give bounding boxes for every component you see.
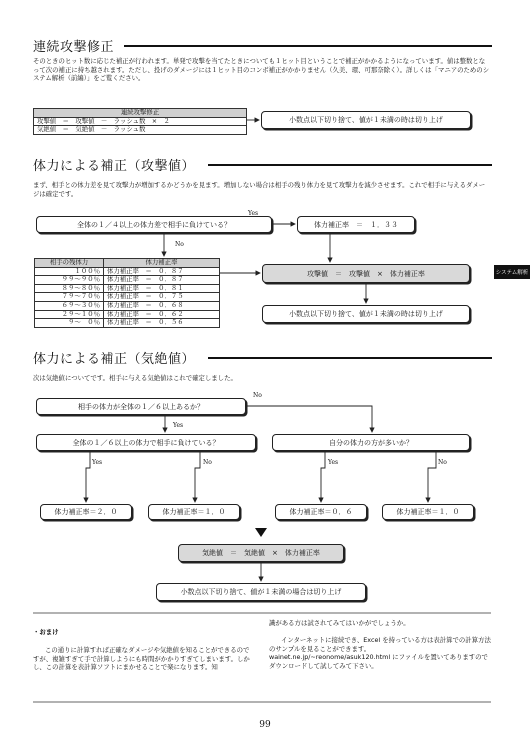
stun-rounding-note-text: 小数点以下切り捨て、値が１未満の場合は切り上げ — [180, 588, 342, 596]
bonus-right-text-2: インターネットに接続でき、Excel を持っている方は表計算での計算方法のサンプルを見ることができます。wainet.ne.jp/~reonome/asuk120.html にファイルを置いてありますのでダウンロードして試してみて下さい。 — [269, 636, 491, 670]
result-boost-text: 体力補正率 ＝ １．３３ — [314, 220, 398, 229]
page-number: 99 — [259, 720, 271, 730]
paragraph-combo: そのときのヒット数に応じた補正が行われます。単発で攻撃を当てたときについても１ヒット目ということで補正がかかるようになっています。値は整数となって次の補正に持ち越されます。ただし、投げのダメージには１ヒット目のコンボ補正がかかりません（久美、環、可那奈除く）。詳しくは「マニアのためのシステム解析（前編）」をご覧ください。 — [33, 57, 490, 83]
hp-rate-value: 体力補正率 ＝ ０．８１ — [104, 284, 220, 293]
hp-rate-value: 体力補正率 ＝ ０．７５ — [104, 293, 220, 302]
yes-label: Yes — [248, 210, 259, 217]
bonus-right-text-1: 識がある方は試されてみてはいかがでしょうか。 — [269, 619, 410, 627]
question-more-hp-text: 自分の体力の方が多いか？ — [329, 438, 413, 447]
stun-formula-text: 気絶値 ＝ 気絶値 × 体力補正率 — [202, 549, 320, 557]
result-rate-1b-text: 体力補正率＝１．０ — [396, 508, 460, 516]
question-losing-sixth-text: 全体の１／６以上の体力で相手に負けている？ — [72, 438, 220, 447]
result-rate-06-text: 体力補正率＝０．６ — [289, 508, 353, 516]
yes-label: Yes — [328, 459, 339, 466]
paragraph-stun: 次は気絶値についてです。相手に与える気絶値はこれで確定しました。 — [33, 374, 237, 382]
question-hp-gap-text: 全体の１／４以上の体力差で相手に負けている？ — [77, 220, 231, 229]
hp-rate-remaining: ６９〜３０％ — [35, 301, 104, 310]
attack-rounding-note-text: 小数点以下切り捨て、値が１未満の時は切り上げ — [289, 310, 443, 318]
hp-rate-remaining: ９〜 ０％ — [35, 319, 104, 328]
combo-table-row: 気絶値 ＝ 気絶値 － ラッシュ数 — [34, 126, 247, 135]
no-label: No — [175, 241, 184, 248]
combo-table-header: 連続攻撃修正 — [34, 109, 247, 118]
section-title-attack: 体力による補正（攻撃値） — [33, 159, 196, 174]
paragraph-attack: まず、相手との体力差を見て攻撃力が増加するかどうかを見ます。増加しない場合は相手の残り体力を見て攻撃力を減少させます。これで相手に与えるダメージは確定です。 — [33, 181, 486, 198]
combo-rounding-note-text: 小数点以下切り捨て、値が１未満の時は切り上げ — [289, 116, 443, 124]
hp-rate-value: 体力補正率 ＝ ０．５６ — [104, 319, 220, 328]
bonus-heading: ・おまけ — [33, 628, 59, 636]
result-rate-1a-text: 体力補正率＝１．０ — [162, 508, 226, 516]
question-hp-sixth-text: 相手の体力が全体の１／６以上あるか？ — [78, 402, 204, 411]
yes-label: Yes — [92, 459, 103, 466]
hp-rate-table-header: 相手の残体力 — [35, 259, 104, 268]
section-title-combo: 連続攻撃修正 — [33, 40, 115, 55]
hp-rate-remaining: ７９〜７０％ — [35, 293, 104, 302]
hp-rate-remaining: １００％ — [35, 267, 104, 276]
hp-rate-value: 体力補正率 ＝ ０．８７ — [104, 267, 220, 276]
hp-rate-remaining: ２９〜１０％ — [35, 310, 104, 319]
section-title-stun: 体力による補正（気絶値） — [33, 352, 196, 367]
attack-formula-text: 攻撃値 ＝ 攻撃値 × 体力補正率 — [307, 269, 425, 278]
combo-table-row: 攻撃値 ＝ 攻撃値 － ラッシュ数 × ２ — [34, 117, 247, 126]
no-label: No — [438, 459, 447, 466]
hp-rate-remaining: ８９〜８０％ — [35, 284, 104, 293]
side-tab-label: システム解析 — [495, 270, 529, 276]
result-rate-2-text: 体力補正率＝２．０ — [54, 508, 118, 516]
hp-rate-table-header: 体力補正率 — [104, 259, 220, 268]
yes-label: Yes — [173, 422, 184, 429]
hp-rate-remaining: ９９〜９０％ — [35, 276, 104, 285]
hp-rate-value: 体力補正率 ＝ ０．６８ — [104, 301, 220, 310]
no-label: No — [203, 459, 212, 466]
bonus-left-text: この通りに計算すれば正確なダメージや気絶値を知ることができるのですが、複雑すぎて手で計算しようにも時間がかかりすぎてしまいます。しかし、この計算を表計算ソフトにまかせることで楽になります。知 — [33, 646, 250, 672]
hp-rate-value: 体力補正率 ＝ ０．８７ — [104, 276, 220, 285]
hp-rate-value: 体力補正率 ＝ ０．６２ — [104, 310, 220, 319]
no-label: No — [253, 392, 262, 399]
